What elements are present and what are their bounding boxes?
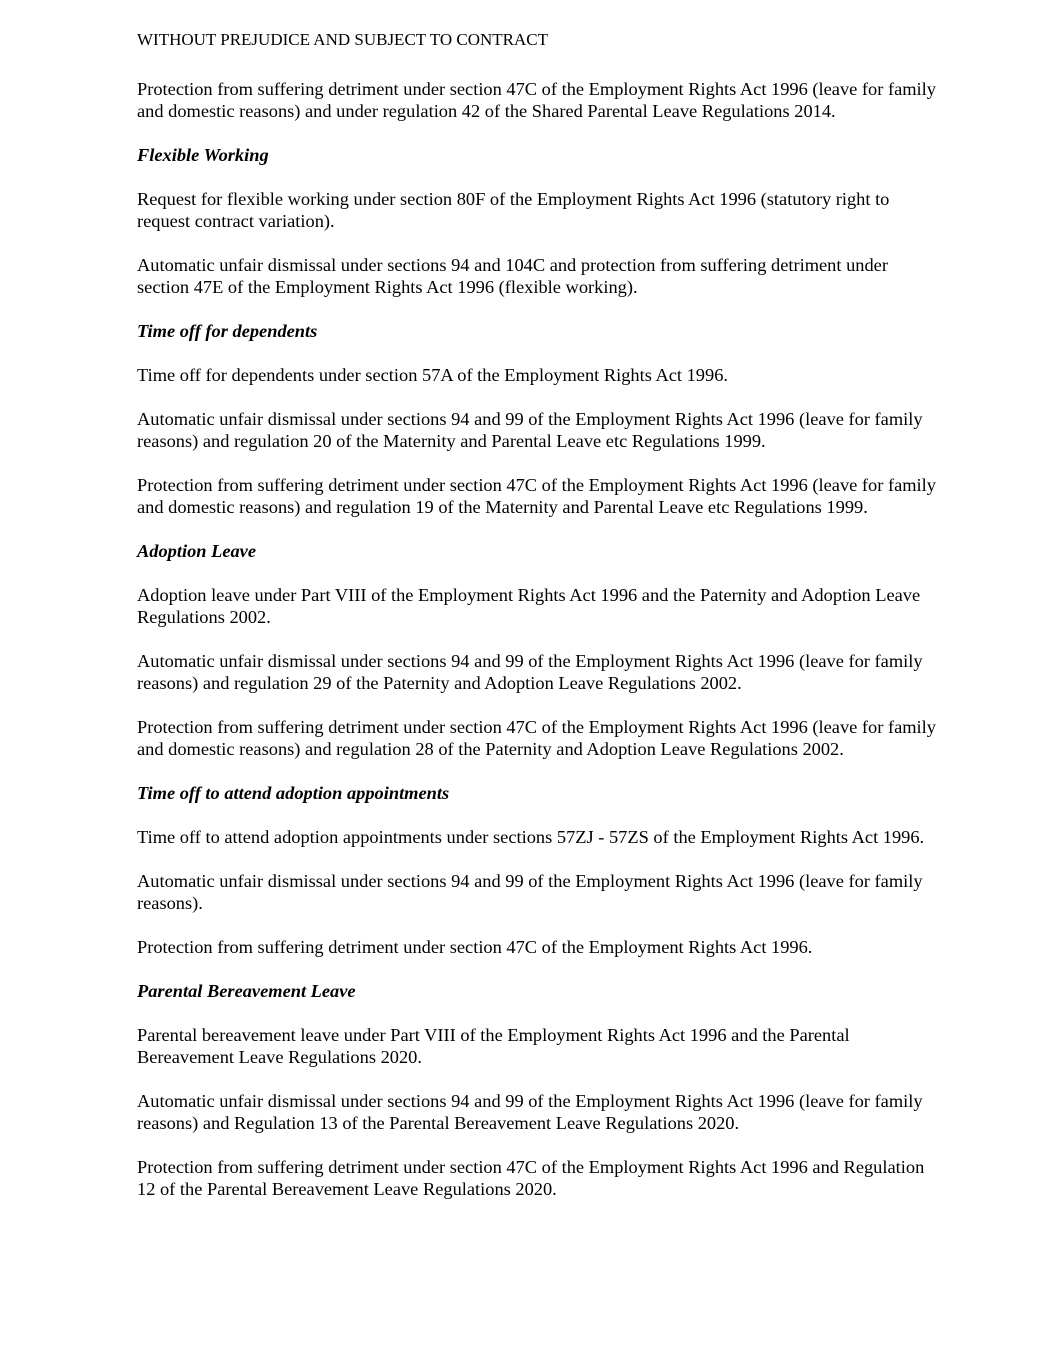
paragraph: Protection from suffering detriment under section 47C of the Employment Rights Act 1996 (leave for family and domestic reasons) and under regulation 42 of the Shared Parental Leave Regulations 2014. [137, 79, 936, 121]
paragraph: Automatic unfair dismissal under sections 94 and 104C and protection from suffering detriment under section 47E of the Employment Rights Act 1996 (flexible working). [137, 255, 888, 297]
section-heading: Time off to attend adoption appointments [137, 783, 450, 803]
paragraph: Automatic unfair dismissal under sections 94 and 99 of the Employment Rights Act 1996 (leave for family reasons). [137, 871, 923, 913]
paragraph: Protection from suffering detriment under section 47C of the Employment Rights Act 1996 (leave for family and domestic reasons) and regulation 19 of the Maternity and Parental Leave etc Regulations 1999. [137, 475, 936, 517]
paragraph: Request for flexible working under section 80F of the Employment Rights Act 1996 (statutory right to request contract variation). [137, 189, 890, 231]
paragraph: Parental bereavement leave under Part VIII of the Employment Rights Act 1996 and the Parental Bereavement Leave Regulations 2020. [137, 1025, 850, 1067]
paragraph: Protection from suffering detriment under section 47C of the Employment Rights Act 1996. [137, 937, 813, 957]
paragraph: Automatic unfair dismissal under sections 94 and 99 of the Employment Rights Act 1996 (leave for family reasons) and regulation 29 of the Paternity and Adoption Leave Regulations 2002. [137, 651, 923, 693]
paragraph: Time off to attend adoption appointments under sections 57ZJ - 57ZS of the Employment Rights Act 1996. [137, 827, 925, 847]
section-heading: Time off for dependents [137, 321, 318, 341]
section-heading: Adoption Leave [137, 541, 257, 561]
section-heading: Parental Bereavement Leave [137, 981, 356, 1001]
document-header: WITHOUT PREJUDICE AND SUBJECT TO CONTRACT [137, 30, 549, 49]
paragraph: Adoption leave under Part VIII of the Employment Rights Act 1996 and the Paternity and Adoption Leave Regulations 2002. [137, 585, 921, 627]
paragraph: Time off for dependents under section 57A of the Employment Rights Act 1996. [137, 365, 728, 385]
paragraph: Protection from suffering detriment under section 47C of the Employment Rights Act 1996 (leave for family and domestic reasons) and regulation 28 of the Paternity and Adoption Leave Regulations 2002. [137, 717, 936, 759]
section-heading: Flexible Working [137, 145, 269, 165]
document-body [137, 78, 937, 1222]
paragraph: Automatic unfair dismissal under sections 94 and 99 of the Employment Rights Act 1996 (leave for family reasons) and regulation 20 of the Maternity and Parental Leave etc Regulations 1999. [137, 409, 923, 451]
paragraph: Automatic unfair dismissal under sections 94 and 99 of the Employment Rights Act 1996 (leave for family reasons) and Regulation 13 of the Parental Bereavement Leave Regulations 2020. [137, 1091, 923, 1133]
paragraph: Protection from suffering detriment under section 47C of the Employment Rights Act 1996 and Regulation 12 of the Parental Bereavement Leave Regulations 2020. [137, 1157, 925, 1199]
